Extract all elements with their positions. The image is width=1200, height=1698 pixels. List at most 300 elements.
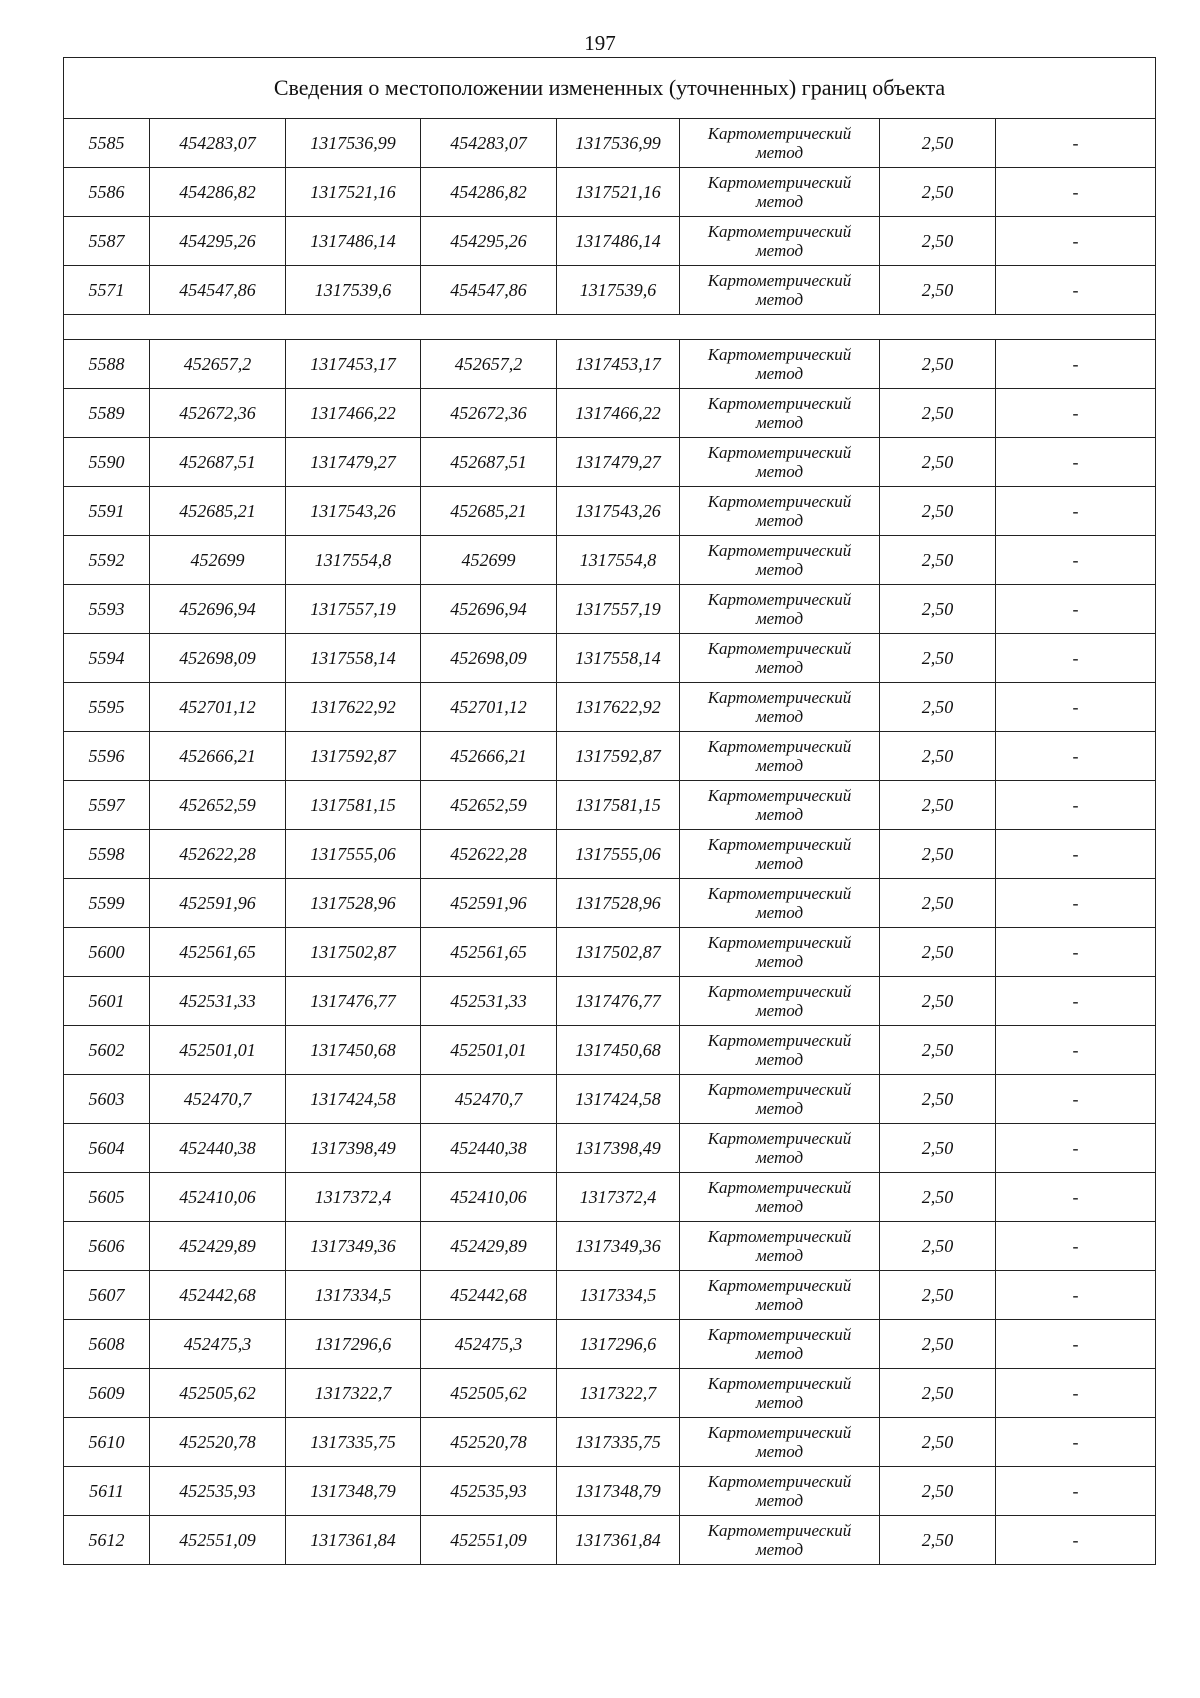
y-existing-cell: 1317536,99 xyxy=(286,119,421,168)
method-label-suffix: метод xyxy=(755,903,804,922)
y-refined-cell: 1317536,99 xyxy=(557,119,680,168)
accuracy-cell: 2,50 xyxy=(880,1075,996,1124)
method-label-suffix: метод xyxy=(755,364,804,383)
note-cell: - xyxy=(996,536,1156,585)
y-refined-cell: 1317476,77 xyxy=(557,977,680,1026)
method-label-suffix: метод xyxy=(755,241,804,260)
y-refined-cell: 1317398,49 xyxy=(557,1124,680,1173)
y-refined-cell: 1317296,6 xyxy=(557,1320,680,1369)
y-existing-cell: 1317466,22 xyxy=(286,389,421,438)
table-row xyxy=(64,977,1156,1026)
x-refined-cell: 454547,86 xyxy=(421,266,557,315)
point-number-cell: 5598 xyxy=(64,830,150,879)
y-existing-cell: 1317622,92 xyxy=(286,683,421,732)
table-row xyxy=(64,1369,1156,1418)
method-label-suffix: метод xyxy=(755,1295,804,1314)
method-label: Картометрический xyxy=(707,443,852,462)
method-label-suffix: метод xyxy=(755,1393,804,1412)
x-refined-cell: 452520,78 xyxy=(421,1418,557,1467)
method-cell xyxy=(680,1026,880,1075)
x-existing-cell: 452531,33 xyxy=(150,977,286,1026)
note-cell: - xyxy=(996,217,1156,266)
method-cell xyxy=(680,340,880,389)
method-label: Картометрический xyxy=(707,786,852,805)
method-label-suffix: метод xyxy=(755,1246,804,1265)
x-existing-cell: 452672,36 xyxy=(150,389,286,438)
x-refined-cell: 452696,94 xyxy=(421,585,557,634)
point-number-cell: 5588 xyxy=(64,340,150,389)
y-existing-cell: 1317592,87 xyxy=(286,732,421,781)
note-cell: - xyxy=(996,585,1156,634)
point-number-cell: 5591 xyxy=(64,487,150,536)
table-row xyxy=(64,119,1156,168)
y-existing-cell: 1317554,8 xyxy=(286,536,421,585)
y-refined-cell: 1317539,6 xyxy=(557,266,680,315)
method-label: Картометрический xyxy=(707,1080,852,1099)
note-cell: - xyxy=(996,1320,1156,1369)
y-existing-cell: 1317296,6 xyxy=(286,1320,421,1369)
x-refined-cell: 454286,82 xyxy=(421,168,557,217)
method-cell xyxy=(680,119,880,168)
method-cell xyxy=(680,585,880,634)
y-existing-cell: 1317372,4 xyxy=(286,1173,421,1222)
table-title: Сведения о местоположении измененных (уточненных) границ объекта xyxy=(64,58,1156,119)
method-label: Картометрический xyxy=(707,1521,852,1540)
y-refined-cell: 1317466,22 xyxy=(557,389,680,438)
method-label-suffix: метод xyxy=(755,1344,804,1363)
x-existing-cell: 452666,21 xyxy=(150,732,286,781)
y-existing-cell: 1317450,68 xyxy=(286,1026,421,1075)
x-existing-cell: 452696,94 xyxy=(150,585,286,634)
y-refined-cell: 1317334,5 xyxy=(557,1271,680,1320)
accuracy-cell: 2,50 xyxy=(880,634,996,683)
accuracy-cell: 2,50 xyxy=(880,1026,996,1075)
point-number-cell: 5603 xyxy=(64,1075,150,1124)
y-existing-cell: 1317528,96 xyxy=(286,879,421,928)
y-refined-cell: 1317361,84 xyxy=(557,1516,680,1565)
method-cell xyxy=(680,217,880,266)
point-number-cell: 5594 xyxy=(64,634,150,683)
table-row xyxy=(64,830,1156,879)
y-existing-cell: 1317335,75 xyxy=(286,1418,421,1467)
y-existing-cell: 1317486,14 xyxy=(286,217,421,266)
y-refined-cell: 1317592,87 xyxy=(557,732,680,781)
x-refined-cell: 452410,06 xyxy=(421,1173,557,1222)
table-row xyxy=(64,168,1156,217)
table-row xyxy=(64,1026,1156,1075)
y-refined-cell: 1317486,14 xyxy=(557,217,680,266)
method-cell xyxy=(680,389,880,438)
point-number-cell: 5606 xyxy=(64,1222,150,1271)
method-label: Картометрический xyxy=(707,394,852,413)
x-existing-cell: 452591,96 xyxy=(150,879,286,928)
note-cell: - xyxy=(996,928,1156,977)
table-row xyxy=(64,585,1156,634)
note-cell: - xyxy=(996,781,1156,830)
y-existing-cell: 1317348,79 xyxy=(286,1467,421,1516)
x-existing-cell: 452551,09 xyxy=(150,1516,286,1565)
method-label: Картометрический xyxy=(707,1178,852,1197)
x-refined-cell: 452657,2 xyxy=(421,340,557,389)
x-existing-cell: 452701,12 xyxy=(150,683,286,732)
y-refined-cell: 1317554,8 xyxy=(557,536,680,585)
table-row xyxy=(64,928,1156,977)
y-existing-cell: 1317334,5 xyxy=(286,1271,421,1320)
note-cell: - xyxy=(996,438,1156,487)
method-cell xyxy=(680,879,880,928)
x-refined-cell: 452505,62 xyxy=(421,1369,557,1418)
note-cell: - xyxy=(996,830,1156,879)
method-label: Картометрический xyxy=(707,345,852,364)
page-number: 197 xyxy=(584,31,616,55)
x-existing-cell: 452622,28 xyxy=(150,830,286,879)
table-row xyxy=(64,536,1156,585)
accuracy-cell: 2,50 xyxy=(880,1173,996,1222)
table-row xyxy=(64,879,1156,928)
method-label-suffix: метод xyxy=(755,1442,804,1461)
y-refined-cell: 1317502,87 xyxy=(557,928,680,977)
method-label: Картометрический xyxy=(707,933,852,952)
method-cell xyxy=(680,1369,880,1418)
x-existing-cell: 452470,7 xyxy=(150,1075,286,1124)
x-refined-cell: 452440,38 xyxy=(421,1124,557,1173)
x-refined-cell: 452475,3 xyxy=(421,1320,557,1369)
x-refined-cell: 452622,28 xyxy=(421,830,557,879)
table-row xyxy=(64,1467,1156,1516)
accuracy-cell: 2,50 xyxy=(880,683,996,732)
method-cell xyxy=(680,487,880,536)
x-refined-cell: 452531,33 xyxy=(421,977,557,1026)
note-cell: - xyxy=(996,1026,1156,1075)
accuracy-cell: 2,50 xyxy=(880,1124,996,1173)
y-existing-cell: 1317398,49 xyxy=(286,1124,421,1173)
accuracy-cell: 2,50 xyxy=(880,732,996,781)
x-existing-cell: 452505,62 xyxy=(150,1369,286,1418)
method-label: Картометрический xyxy=(707,173,852,192)
point-number-cell: 5611 xyxy=(64,1467,150,1516)
method-label: Картометрический xyxy=(707,1227,852,1246)
method-label-suffix: метод xyxy=(755,1050,804,1069)
table-row xyxy=(64,1320,1156,1369)
method-cell xyxy=(680,1320,880,1369)
x-existing-cell: 452501,01 xyxy=(150,1026,286,1075)
y-existing-cell: 1317479,27 xyxy=(286,438,421,487)
point-number-cell: 5590 xyxy=(64,438,150,487)
method-cell xyxy=(680,977,880,1026)
method-cell xyxy=(680,732,880,781)
table-row xyxy=(64,1271,1156,1320)
note-cell: - xyxy=(996,1271,1156,1320)
x-refined-cell: 452551,09 xyxy=(421,1516,557,1565)
y-refined-cell: 1317581,15 xyxy=(557,781,680,830)
method-label: Картометрический xyxy=(707,1423,852,1442)
method-label-suffix: метод xyxy=(755,1540,804,1559)
method-cell xyxy=(680,536,880,585)
x-refined-cell: 452672,36 xyxy=(421,389,557,438)
point-number-cell: 5571 xyxy=(64,266,150,315)
table-row xyxy=(64,389,1156,438)
note-cell: - xyxy=(996,266,1156,315)
method-label-suffix: метод xyxy=(755,805,804,824)
method-label-suffix: метод xyxy=(755,658,804,677)
note-cell: - xyxy=(996,879,1156,928)
method-label-suffix: метод xyxy=(755,290,804,309)
accuracy-cell: 2,50 xyxy=(880,266,996,315)
method-label: Картометрический xyxy=(707,982,852,1001)
note-cell: - xyxy=(996,634,1156,683)
point-number-cell: 5599 xyxy=(64,879,150,928)
accuracy-cell: 2,50 xyxy=(880,830,996,879)
group-separator-cell xyxy=(64,315,1156,340)
y-existing-cell: 1317502,87 xyxy=(286,928,421,977)
x-refined-cell: 452501,01 xyxy=(421,1026,557,1075)
note-cell: - xyxy=(996,389,1156,438)
method-label-suffix: метод xyxy=(755,1001,804,1020)
accuracy-cell: 2,50 xyxy=(880,1467,996,1516)
note-cell: - xyxy=(996,1369,1156,1418)
y-refined-cell: 1317521,16 xyxy=(557,168,680,217)
y-existing-cell: 1317543,26 xyxy=(286,487,421,536)
method-label-suffix: метод xyxy=(755,1148,804,1167)
method-cell xyxy=(680,1222,880,1271)
note-cell: - xyxy=(996,1516,1156,1565)
y-existing-cell: 1317476,77 xyxy=(286,977,421,1026)
accuracy-cell: 2,50 xyxy=(880,438,996,487)
method-cell xyxy=(680,168,880,217)
note-cell: - xyxy=(996,1222,1156,1271)
y-refined-cell: 1317557,19 xyxy=(557,585,680,634)
point-number-cell: 5587 xyxy=(64,217,150,266)
note-cell: - xyxy=(996,168,1156,217)
note-cell: - xyxy=(996,340,1156,389)
x-refined-cell: 452666,21 xyxy=(421,732,557,781)
y-existing-cell: 1317557,19 xyxy=(286,585,421,634)
method-cell xyxy=(680,1075,880,1124)
y-existing-cell: 1317521,16 xyxy=(286,168,421,217)
y-refined-cell: 1317372,4 xyxy=(557,1173,680,1222)
table-row xyxy=(64,683,1156,732)
method-cell xyxy=(680,266,880,315)
point-number-cell: 5593 xyxy=(64,585,150,634)
note-cell: - xyxy=(996,119,1156,168)
note-cell: - xyxy=(996,1467,1156,1516)
point-number-cell: 5607 xyxy=(64,1271,150,1320)
note-cell: - xyxy=(996,1173,1156,1222)
x-existing-cell: 452685,21 xyxy=(150,487,286,536)
x-refined-cell: 452470,7 xyxy=(421,1075,557,1124)
point-number-cell: 5600 xyxy=(64,928,150,977)
boundary-coordinates-table xyxy=(63,57,1156,1565)
note-cell: - xyxy=(996,977,1156,1026)
x-existing-cell: 452699 xyxy=(150,536,286,585)
y-refined-cell: 1317453,17 xyxy=(557,340,680,389)
method-cell xyxy=(680,1124,880,1173)
method-label: Картометрический xyxy=(707,1374,852,1393)
x-refined-cell: 452687,51 xyxy=(421,438,557,487)
accuracy-cell: 2,50 xyxy=(880,389,996,438)
point-number-cell: 5596 xyxy=(64,732,150,781)
method-label-suffix: метод xyxy=(755,756,804,775)
x-existing-cell: 452561,65 xyxy=(150,928,286,977)
method-label-suffix: метод xyxy=(755,609,804,628)
y-existing-cell: 1317555,06 xyxy=(286,830,421,879)
y-refined-cell: 1317424,58 xyxy=(557,1075,680,1124)
note-cell: - xyxy=(996,1075,1156,1124)
accuracy-cell: 2,50 xyxy=(880,928,996,977)
accuracy-cell: 2,50 xyxy=(880,1320,996,1369)
x-refined-cell: 452535,93 xyxy=(421,1467,557,1516)
accuracy-cell: 2,50 xyxy=(880,977,996,1026)
point-number-cell: 5601 xyxy=(64,977,150,1026)
point-number-cell: 5604 xyxy=(64,1124,150,1173)
table-row xyxy=(64,266,1156,315)
y-refined-cell: 1317622,92 xyxy=(557,683,680,732)
x-refined-cell: 452698,09 xyxy=(421,634,557,683)
method-cell xyxy=(680,438,880,487)
y-refined-cell: 1317348,79 xyxy=(557,1467,680,1516)
x-existing-cell: 454295,26 xyxy=(150,217,286,266)
note-cell: - xyxy=(996,487,1156,536)
accuracy-cell: 2,50 xyxy=(880,781,996,830)
method-label: Картометрический xyxy=(707,541,852,560)
method-label: Картометрический xyxy=(707,492,852,511)
method-label: Картометрический xyxy=(707,884,852,903)
method-cell xyxy=(680,683,880,732)
y-refined-cell: 1317555,06 xyxy=(557,830,680,879)
x-existing-cell: 454286,82 xyxy=(150,168,286,217)
method-label-suffix: метод xyxy=(755,192,804,211)
accuracy-cell: 2,50 xyxy=(880,1222,996,1271)
x-refined-cell: 452442,68 xyxy=(421,1271,557,1320)
y-existing-cell: 1317322,7 xyxy=(286,1369,421,1418)
x-existing-cell: 452410,06 xyxy=(150,1173,286,1222)
x-existing-cell: 454547,86 xyxy=(150,266,286,315)
x-existing-cell: 452687,51 xyxy=(150,438,286,487)
method-label-suffix: метод xyxy=(755,1491,804,1510)
x-refined-cell: 452701,12 xyxy=(421,683,557,732)
method-label-suffix: метод xyxy=(755,511,804,530)
point-number-cell: 5586 xyxy=(64,168,150,217)
method-label-suffix: метод xyxy=(755,707,804,726)
y-existing-cell: 1317558,14 xyxy=(286,634,421,683)
method-cell xyxy=(680,1516,880,1565)
point-number-cell: 5592 xyxy=(64,536,150,585)
y-existing-cell: 1317349,36 xyxy=(286,1222,421,1271)
x-refined-cell: 452699 xyxy=(421,536,557,585)
accuracy-cell: 2,50 xyxy=(880,1271,996,1320)
table-row xyxy=(64,732,1156,781)
x-existing-cell: 452429,89 xyxy=(150,1222,286,1271)
point-number-cell: 5612 xyxy=(64,1516,150,1565)
note-cell: - xyxy=(996,1418,1156,1467)
y-refined-cell: 1317335,75 xyxy=(557,1418,680,1467)
method-label: Картометрический xyxy=(707,222,852,241)
method-cell xyxy=(680,1418,880,1467)
y-existing-cell: 1317453,17 xyxy=(286,340,421,389)
method-label-suffix: метод xyxy=(755,143,804,162)
y-refined-cell: 1317349,36 xyxy=(557,1222,680,1271)
x-existing-cell: 452520,78 xyxy=(150,1418,286,1467)
method-label: Картометрический xyxy=(707,688,852,707)
table-title-row xyxy=(64,58,1156,119)
x-existing-cell: 452475,3 xyxy=(150,1320,286,1369)
x-refined-cell: 452429,89 xyxy=(421,1222,557,1271)
point-number-cell: 5605 xyxy=(64,1173,150,1222)
point-number-cell: 5609 xyxy=(64,1369,150,1418)
point-number-cell: 5595 xyxy=(64,683,150,732)
y-refined-cell: 1317322,7 xyxy=(557,1369,680,1418)
point-number-cell: 5597 xyxy=(64,781,150,830)
table-row xyxy=(64,438,1156,487)
table-row xyxy=(64,1075,1156,1124)
method-label-suffix: метод xyxy=(755,462,804,481)
y-existing-cell: 1317581,15 xyxy=(286,781,421,830)
y-existing-cell: 1317539,6 xyxy=(286,266,421,315)
method-label: Картометрический xyxy=(707,1472,852,1491)
x-refined-cell: 454283,07 xyxy=(421,119,557,168)
point-number-cell: 5602 xyxy=(64,1026,150,1075)
x-existing-cell: 452652,59 xyxy=(150,781,286,830)
method-cell xyxy=(680,830,880,879)
table-row xyxy=(64,634,1156,683)
note-cell: - xyxy=(996,1124,1156,1173)
method-label-suffix: метод xyxy=(755,952,804,971)
point-number-cell: 5610 xyxy=(64,1418,150,1467)
x-existing-cell: 452535,93 xyxy=(150,1467,286,1516)
method-cell xyxy=(680,928,880,977)
table-row xyxy=(64,1173,1156,1222)
accuracy-cell: 2,50 xyxy=(880,1369,996,1418)
method-label: Картометрический xyxy=(707,590,852,609)
point-number-cell: 5589 xyxy=(64,389,150,438)
x-existing-cell: 452657,2 xyxy=(150,340,286,389)
x-existing-cell: 452440,38 xyxy=(150,1124,286,1173)
accuracy-cell: 2,50 xyxy=(880,536,996,585)
x-existing-cell: 452698,09 xyxy=(150,634,286,683)
method-label-suffix: метод xyxy=(755,854,804,873)
y-refined-cell: 1317479,27 xyxy=(557,438,680,487)
method-label: Картометрический xyxy=(707,737,852,756)
x-refined-cell: 454295,26 xyxy=(421,217,557,266)
accuracy-cell: 2,50 xyxy=(880,119,996,168)
method-label-suffix: метод xyxy=(755,413,804,432)
method-label: Картометрический xyxy=(707,1031,852,1050)
accuracy-cell: 2,50 xyxy=(880,879,996,928)
x-existing-cell: 452442,68 xyxy=(150,1271,286,1320)
point-number-cell: 5585 xyxy=(64,119,150,168)
y-refined-cell: 1317558,14 xyxy=(557,634,680,683)
table-row xyxy=(64,1124,1156,1173)
method-cell xyxy=(680,1173,880,1222)
note-cell: - xyxy=(996,683,1156,732)
method-label: Картометрический xyxy=(707,1325,852,1344)
method-label: Картометрический xyxy=(707,1276,852,1295)
y-refined-cell: 1317528,96 xyxy=(557,879,680,928)
note-cell: - xyxy=(996,732,1156,781)
group-separator-row xyxy=(64,315,1156,340)
accuracy-cell: 2,50 xyxy=(880,585,996,634)
method-label-suffix: метод xyxy=(755,1197,804,1216)
table-row xyxy=(64,1516,1156,1565)
y-existing-cell: 1317361,84 xyxy=(286,1516,421,1565)
method-label: Картометрический xyxy=(707,835,852,854)
accuracy-cell: 2,50 xyxy=(880,1516,996,1565)
method-cell xyxy=(680,781,880,830)
method-cell xyxy=(680,634,880,683)
accuracy-cell: 2,50 xyxy=(880,1418,996,1467)
method-label: Картометрический xyxy=(707,271,852,290)
point-number-cell: 5608 xyxy=(64,1320,150,1369)
